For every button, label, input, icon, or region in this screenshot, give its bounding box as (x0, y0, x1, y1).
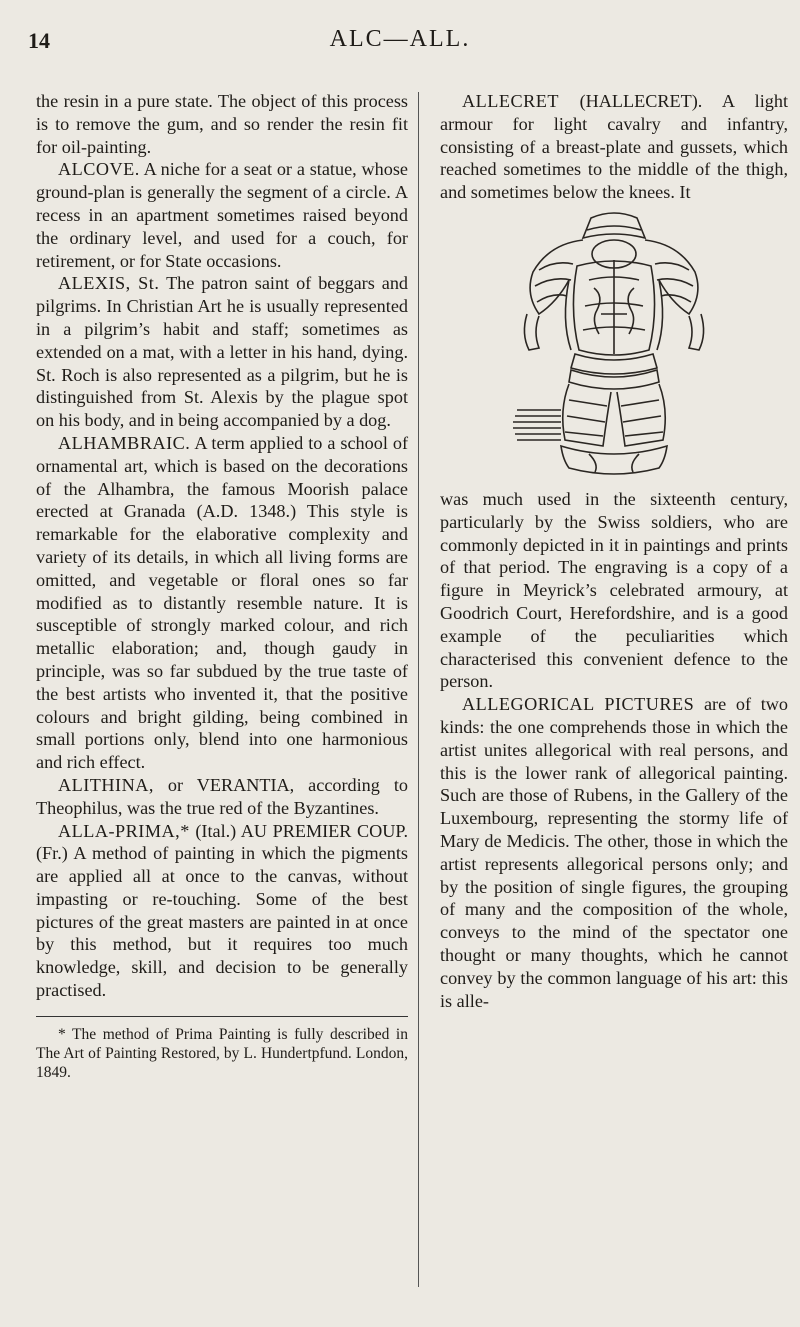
entry-text: or VERANTIA, according to Theophilus, was the true red of the Byzantines. (36, 774, 408, 818)
page-title: ALC—ALL. (329, 26, 471, 52)
entry-allegorical-pictures (440, 693, 788, 1012)
running-head (0, 0, 800, 60)
footnote-divider (36, 1016, 408, 1017)
entry-allecret (440, 90, 788, 204)
footnote: * The method of Prima Painting is fully described in The Art of Painting Restored, by L. Hundertpfund. London, 1849. (36, 1025, 408, 1081)
entry-text: (Ital.) AU PREMIER COUP. (Fr.) A method of painting in which the pigments are applied all at once to the canvas, without impasting or re-touching. Some of the best pictures of the great masters are painted in at once by this method, but it requires too much knowledge, skill, and decision to be generally practised. (36, 820, 409, 1001)
entry-text: A term applied to a school of ornamental art, which is based on the decorations of the Alhambra, the famous Moorish palace erected at Granada (A.D. 1348.) This style is remarkable for the elaborative complexity and variety of its details, in which all living forms are omitted, and vegetable or floral ones so far modified as to distantly resemble nature. It is susceptible of strongly marked colour, and rich metallic elaboration; and, though gaudy in principle, was so far subdued by the true taste of the best artists who invented it, that the positive colours and bright gilding, being combined in small portions only, blend into one harmonious and rich effect. (36, 432, 408, 773)
entry-text: The patron saint of beggars and pilgrims. In Christian Art he is usually represented in a pilgrim’s habit and staff; sometimes as extended on a mat, with a letter in his hand, dying. St. Roch is also represented as a pilgrim, but he is distinguished from St. Alexis by the plague spot on his body, and in being accompanied by a dog. (36, 273, 409, 431)
column-divider (418, 92, 419, 1287)
headword: ALHAMBRAIC. (58, 432, 191, 453)
left-column (36, 90, 408, 1082)
allecret-armour-engraving-icon (499, 210, 729, 480)
entry-text: are of two kinds: the one comprehends those in which the artist unites allegorical with real persons, and this is the lower rank of allegorical painting. Such are those of Rubens, in the Gallery of the Luxembourg, representing the stormy life of Mary de Medicis. The other, those in which the artist represents allegorical persons only; and by the position of single figures, the grouping of many and the composition of the whole, conveys to the mind of the spectator one thought or many thoughts, which he cannot convey by the common language of his art: this is alle- (440, 694, 789, 1011)
headword: ALCOVE. (58, 159, 140, 180)
entry-alithina (36, 774, 408, 820)
headword: ALLECRET (462, 91, 559, 111)
right-column (440, 90, 788, 1012)
entry-alhambraic (36, 432, 408, 774)
entry-allecret-continued: was much used in the sixteenth century, particularly by the Swiss soldiers, who are commonly depicted in it in paintings and prints of that period. The engraving is a copy of a figure in Meyrick’s celebrated armoury, at Goodrich Court, Herefordshire, and is a good example of the peculiarities which characterised this convenient defence to the person. (440, 488, 788, 692)
continuation-paragraph: the resin in a pure state. The object of this process is to remove the gum, and so render the resin fit for oil-painting. (36, 91, 408, 157)
entry-alla-prima (36, 820, 408, 1002)
page-number: 14 (28, 28, 50, 53)
headword: ALITHINA, (58, 774, 154, 795)
headword: ALLA-PRIMA,* (58, 820, 190, 841)
entry-alcove (36, 158, 408, 272)
entry-text: A niche for a seat or a statue, whose ground-plan is generally the segment of a circle. A recess in an apartment sometimes raised beyond the ordinary level, and used for a couch, for retirement, or for State occasions. (36, 159, 408, 271)
entry-alexis (36, 272, 408, 432)
headword: ALLEGORICAL PICTURES (462, 694, 695, 715)
entry-text: (HALLECRET). A light armour for light cavalry and infantry, consisting of a breast-plate and gussets, which reached sometimes to the middle of the thigh, and sometimes below the knees. It (440, 91, 788, 203)
headword: ALEXIS, St. (58, 273, 160, 294)
